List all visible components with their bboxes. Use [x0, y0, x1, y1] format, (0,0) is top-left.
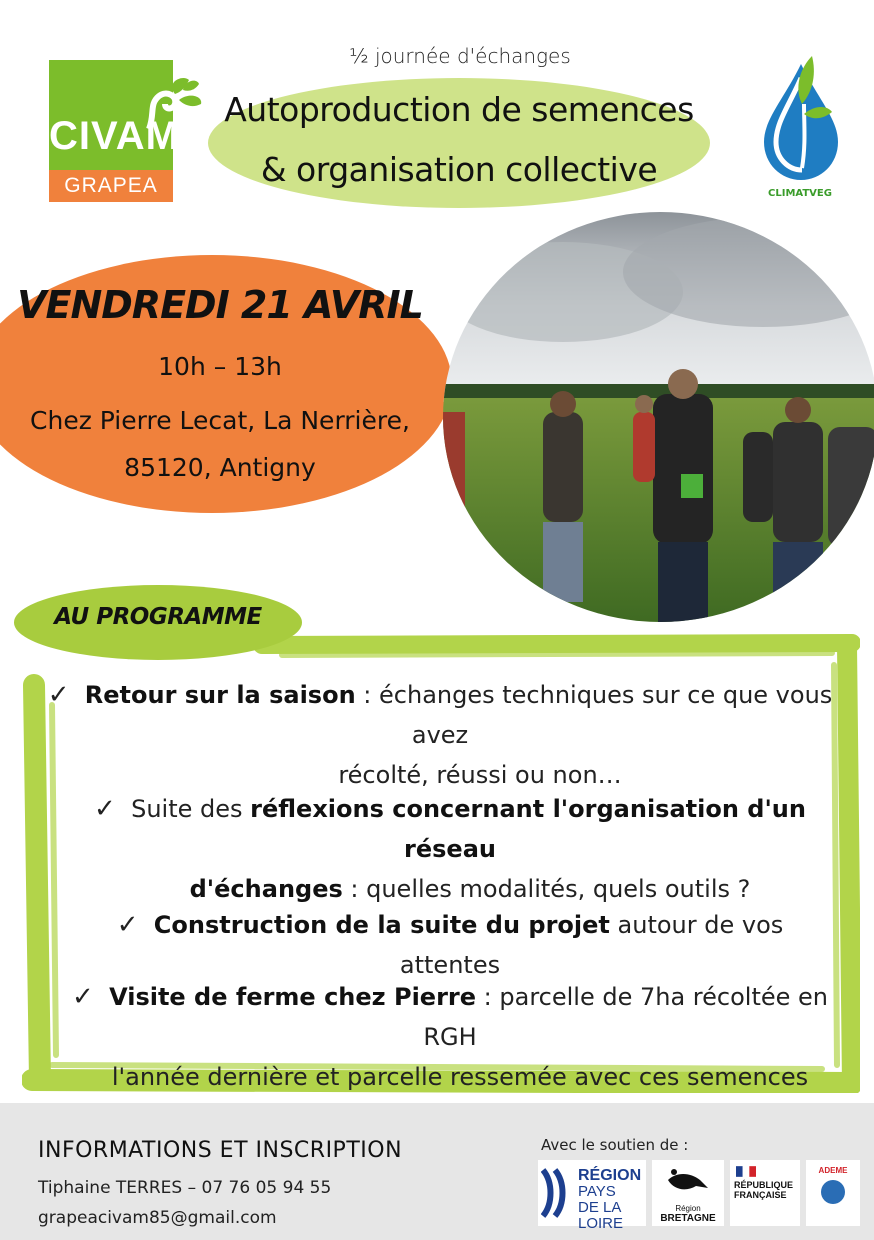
event-place-2: 85120, Antigny [124, 453, 316, 482]
program-item-1: ✓ Retour sur la saison : échanges techniques sur ce que vous avez récolté, réussi ou non… [47, 680, 833, 789]
title-line-1: Autoproduction de semences [224, 90, 694, 129]
title-line-2: & organisation collective [260, 150, 658, 189]
event-time: 10h – 13h [158, 352, 282, 381]
field-photo [443, 212, 874, 622]
program-item-4: ✓ Visite de ferme chez Pierre : parcelle de 7ha récoltée en RGH l'année dernière et parcelle ressemée avec ces semences [72, 982, 828, 1091]
program-item-2: ✓ Suite des réflexions concernant l'organisation d'un réseau d'échanges : quelles modalités, quels outils ? [94, 794, 806, 903]
ermine-icon [666, 1166, 710, 1196]
subtitle: ½ journée d'échanges [349, 44, 571, 68]
support-label: Avec le soutien de : [541, 1136, 689, 1154]
program-item-3: ✓ Construction de la suite du projet autour de vos attentes [116, 910, 784, 979]
civam-sub: GRAPEA [49, 170, 173, 202]
globe-icon [821, 1180, 845, 1204]
contact-phone: Tiphaine TERRES – 07 76 05 94 55 [38, 1178, 332, 1198]
ademe-logo: ADEME [806, 1160, 860, 1226]
climatveg-logo [752, 40, 848, 205]
civam-word: CIVAM [49, 114, 180, 158]
water-drop-icon [756, 44, 846, 184]
info-title: INFORMATIONS ET INSCRIPTION [38, 1138, 403, 1163]
republique-francaise-logo: RÉPUBLIQUE FRANÇAISE [730, 1160, 800, 1226]
region-bretagne-logo: Région BRETAGNE [652, 1160, 724, 1226]
civam-grapea-logo [49, 60, 180, 202]
region-pays-de-la-loire-logo: RÉGION PAYS DE LA LOIRE [538, 1160, 646, 1226]
climatveg-word: CLIMATVEG [768, 188, 832, 199]
contact-email: grapeacivam85@gmail.com [38, 1208, 277, 1228]
event-date: VENDREDI 21 AVRIL [17, 283, 423, 327]
program-label: AU PROGRAMME [54, 604, 262, 630]
event-place-1: Chez Pierre Lecat, La Nerrière, [30, 406, 410, 435]
